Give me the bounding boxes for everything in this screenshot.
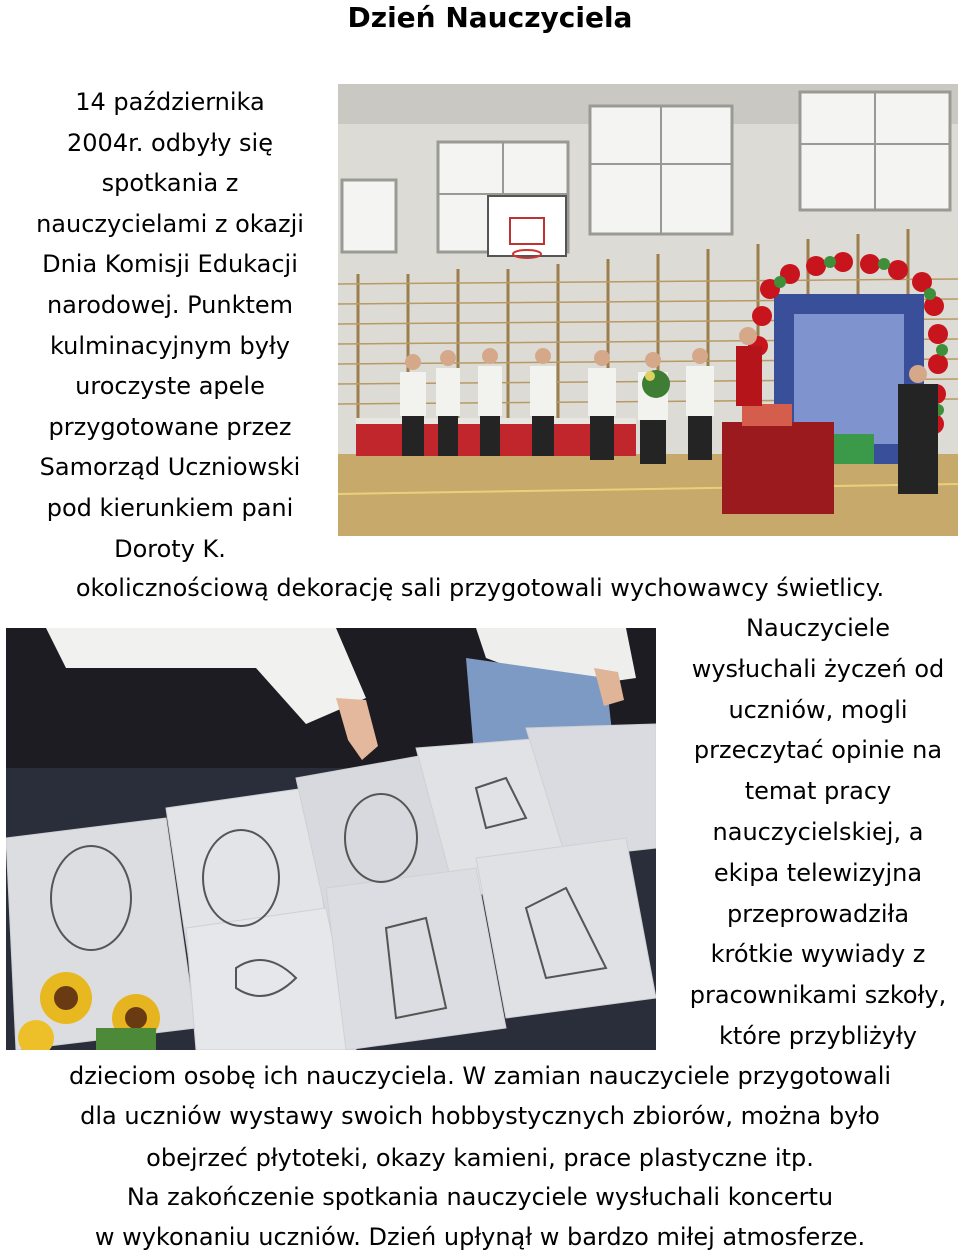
right-line: nauczycielskiej, a	[712, 817, 924, 846]
closing-line: dzieciom osobę ich nauczyciela. W zamian nauczyciele przygotowali	[68, 1062, 892, 1090]
page-title: Dzień Nauczyciela	[347, 1, 633, 34]
intro-line: kulminacyjnym były	[50, 331, 290, 360]
right-line: temat pracy	[744, 777, 892, 806]
right-line: krótkie wywiady z	[710, 940, 926, 969]
right-line: przeczytać opinie na	[693, 736, 943, 765]
intro-paragraph	[10, 82, 330, 569]
intro-line: przygotowane przez	[48, 412, 292, 441]
right-line: pracownikami szkoły,	[689, 981, 947, 1010]
right-line: przeprowadziła	[726, 899, 910, 928]
right-line: wysłuchali życzeń od	[691, 654, 945, 683]
intro-line: 2004r. odbyły się	[67, 128, 273, 157]
intro-line: pod kierunkiem pani	[46, 493, 294, 522]
intro-line: Samorząd Uczniowski	[39, 453, 301, 482]
intro-line: nauczycielami z okazji	[36, 209, 304, 238]
decoration-line: okolicznościową dekorację sali przygotowali wychowawcy świetlicy.	[75, 574, 885, 602]
right-line: uczniów, mogli	[728, 695, 908, 724]
intro-line: uroczyste apele	[75, 372, 265, 401]
closing-line: w wykonaniu uczniów. Dzień upłynął w bardzo miłej atmosferze.	[94, 1223, 866, 1251]
intro-line: Doroty K.	[114, 534, 226, 563]
assembly-photo	[338, 84, 958, 536]
closing-line: obejrzeć płytoteki, okazy kamieni, prace plastyczne itp.	[146, 1144, 814, 1172]
right-line: które przybliżyły	[718, 1021, 918, 1050]
right-paragraph	[670, 608, 960, 1057]
right-line: ekipa telewizyjna	[713, 858, 923, 887]
intro-line: Dnia Komisji Edukacji	[42, 250, 298, 279]
intro-line: spotkania z	[101, 169, 239, 198]
closing-line: Na zakończenie spotkania nauczyciele wysłuchali koncertu	[126, 1183, 834, 1211]
right-line: Nauczyciele	[746, 614, 890, 642]
intro-line: narodowej. Punktem	[46, 290, 294, 319]
closing-line: dla uczniów wystawy swoich hobbystycznych zbiorów, można było	[80, 1102, 880, 1130]
intro-line: 14 października	[75, 88, 265, 116]
drawings-photo	[6, 628, 656, 1050]
